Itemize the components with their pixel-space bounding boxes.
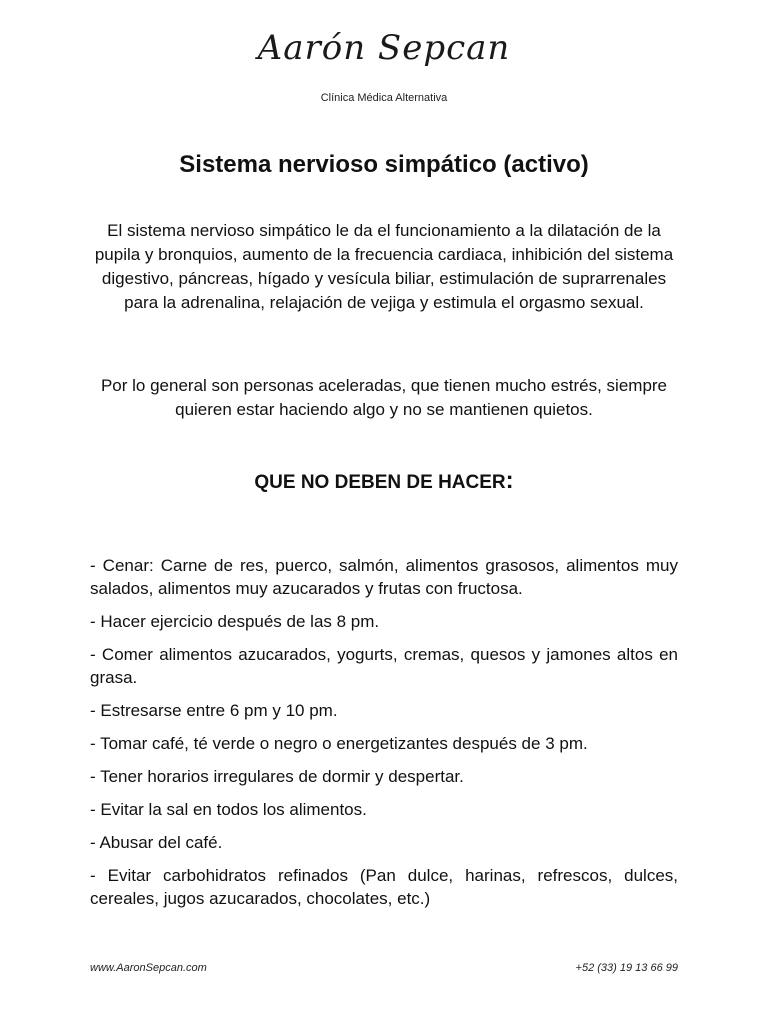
clinic-subtitle: Clínica Médica Alternativa bbox=[320, 92, 448, 104]
footer-website-link[interactable]: www.AaronSepcan.com bbox=[90, 962, 207, 974]
list-item: - Tener horarios irregulares de dormir y despertar. bbox=[90, 767, 464, 786]
donts-list bbox=[90, 554, 678, 920]
list-item: - Evitar carbohidratos refinados (Pan dulce, harinas, refrescos, dulces, cereales, jugos azucarados, chocolates, etc.) bbox=[90, 866, 678, 908]
list-item: - Tomar café, té verde o negro o energetizantes después de 3 pm. bbox=[90, 734, 588, 753]
list-item: - Comer alimentos azucarados, yogurts, cremas, quesos y jamones altos en grasa. bbox=[90, 645, 678, 687]
list-item: - Cenar: Carne de res, puerco, salmón, alimentos grasosos, alimentos muy salados, alimentos muy azucarados y frutas con fructosa. bbox=[90, 556, 678, 598]
intro-paragraph-2: Por lo general son personas aceleradas, que tienen mucho estrés, siempre quieren estar haciendo algo y no se mantienen quietos. bbox=[100, 376, 668, 419]
list-item: - Hacer ejercicio después de las 8 pm. bbox=[90, 612, 380, 631]
footer-phone: +52 (33) 19 13 66 99 bbox=[575, 962, 678, 974]
list-item: - Estresarse entre 6 pm y 10 pm. bbox=[90, 701, 338, 720]
page-title: Sistema nervioso simpático (activo) bbox=[179, 151, 589, 178]
section-heading bbox=[0, 467, 768, 495]
list-item: - Abusar del café. bbox=[90, 833, 223, 852]
logo: Aarón Sepcan bbox=[257, 28, 511, 68]
footer bbox=[90, 962, 678, 974]
section-heading-colon: : bbox=[505, 467, 514, 494]
section-heading-text: QUE NO DEBEN DE HACER bbox=[254, 472, 506, 493]
intro-paragraph-1: El sistema nervioso simpático le da el funcionamiento a la dilatación de la pupila y bronquios, aumento de la frecuencia cardiaca, inhibición del sistema digestivo, páncreas, hígado y vesícula biliar, estimulación de suprarrenales para la adrenalina, relajación de vejiga y estimula el orgasmo sexual. bbox=[94, 221, 674, 312]
list-item: - Evitar la sal en todos los alimentos. bbox=[90, 800, 367, 819]
